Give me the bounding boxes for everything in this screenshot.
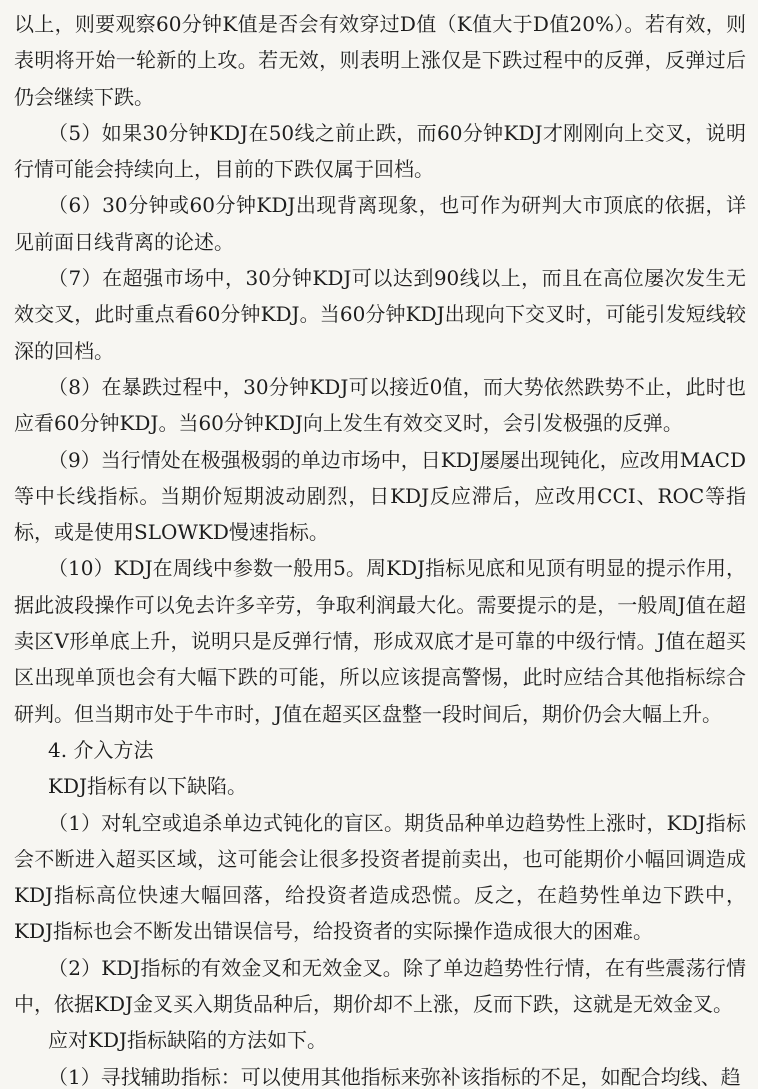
paragraph-intro: KDJ指标有以下缺陷。 [48,774,247,799]
paragraph-item-8: （8）在暴跌过程中，30分钟KDJ可以接近0值，而大势依然跌势不止，此时也应看60分钟KDJ。当60分钟KDJ向上发生有效交叉时，会引发极强的反弹。 [14,374,746,436]
paragraph-item-7: （7）在超强市场中，30分钟KDJ可以达到90线以上，而且在高位屡次发生无效交叉，此时重点看60分钟KDJ。当60分钟KDJ出现向下交叉时，可能引发短线较深的回档。 [14,266,746,363]
paragraph-defect-1: （1）对轧空或追杀单边式钝化的盲区。期货品种单边趋势性上涨时，KDJ指标会不断进入超买区域，这可能会让很多投资者提前卖出，也可能期价小幅回调造成KDJ指标高位快速大幅回落，给投资者造成恐慌。反之，在趋势性单边下跌中，KDJ指标也会不断发出错误信号，给投资者的实际操作造成很大的困难。 [14,810,746,944]
section-heading: 4. 介入方法 [48,737,154,762]
paragraph-item-10: （10）KDJ在周线中参数一般用5。周KDJ指标见底和见顶有明显的提示作用，据此波段操作可以免去许多辛劳，争取利润最大化。需要提示的是，一般周J值在超卖区V形单底上升，说明只是反弹行情，形成双底才是可靠的中级行情。J值在超买区出现单顶也会有大幅下跌的可能，所以应该提高警惕，此时应结合其他指标综合研判。但当期市处于牛市时，J值在超买区盘整一段时间后，期价仍会大幅上升。 [14,556,746,726]
paragraph-methods-intro: 应对KDJ指标缺陷的方法如下。 [48,1028,327,1053]
paragraph-continuation: 以上，则要观察60分钟K值是否会有效穿过D值（K值大于D值20%）。若有效，则表明将开始一轮新的上攻。若无效，则表明上涨仅是下跌过程中的反弹，反弹过后仍会继续下跌。 [14,12,746,109]
paragraph-method-1: （1）寻找辅助指标：可以使用其他指标来弥补该指标的不足，如配合均线、趋 [48,1064,741,1089]
paragraph-item-9: （9）当行情处在极强极弱的单边市场中，日KDJ屡屡出现钝化，应改用MACD等中长线指标。当期价短期波动剧烈，日KDJ反应滞后，应改用CCI、ROC等指标，或是使用SLOWKD慢速指标。 [14,447,746,545]
paragraph-defect-2: （2）KDJ指标的有效金叉和无效金叉。除了单边趋势性行情，在有些震荡行情中，依据KDJ金叉买入期货品种后，期价却不上涨，反而下跌，这就是无效金叉。 [14,955,746,1017]
paragraph-item-5: （5）如果30分钟KDJ在50线之前止跌，而60分钟KDJ才刚刚向上交叉，说明行情可能会持续向上，目前的下跌仅属于回档。 [14,120,746,182]
paragraph-item-6: （6）30分钟或60分钟KDJ出现背离现象，也可作为研判大市顶底的依据，详见前面日线背离的论述。 [14,193,746,254]
